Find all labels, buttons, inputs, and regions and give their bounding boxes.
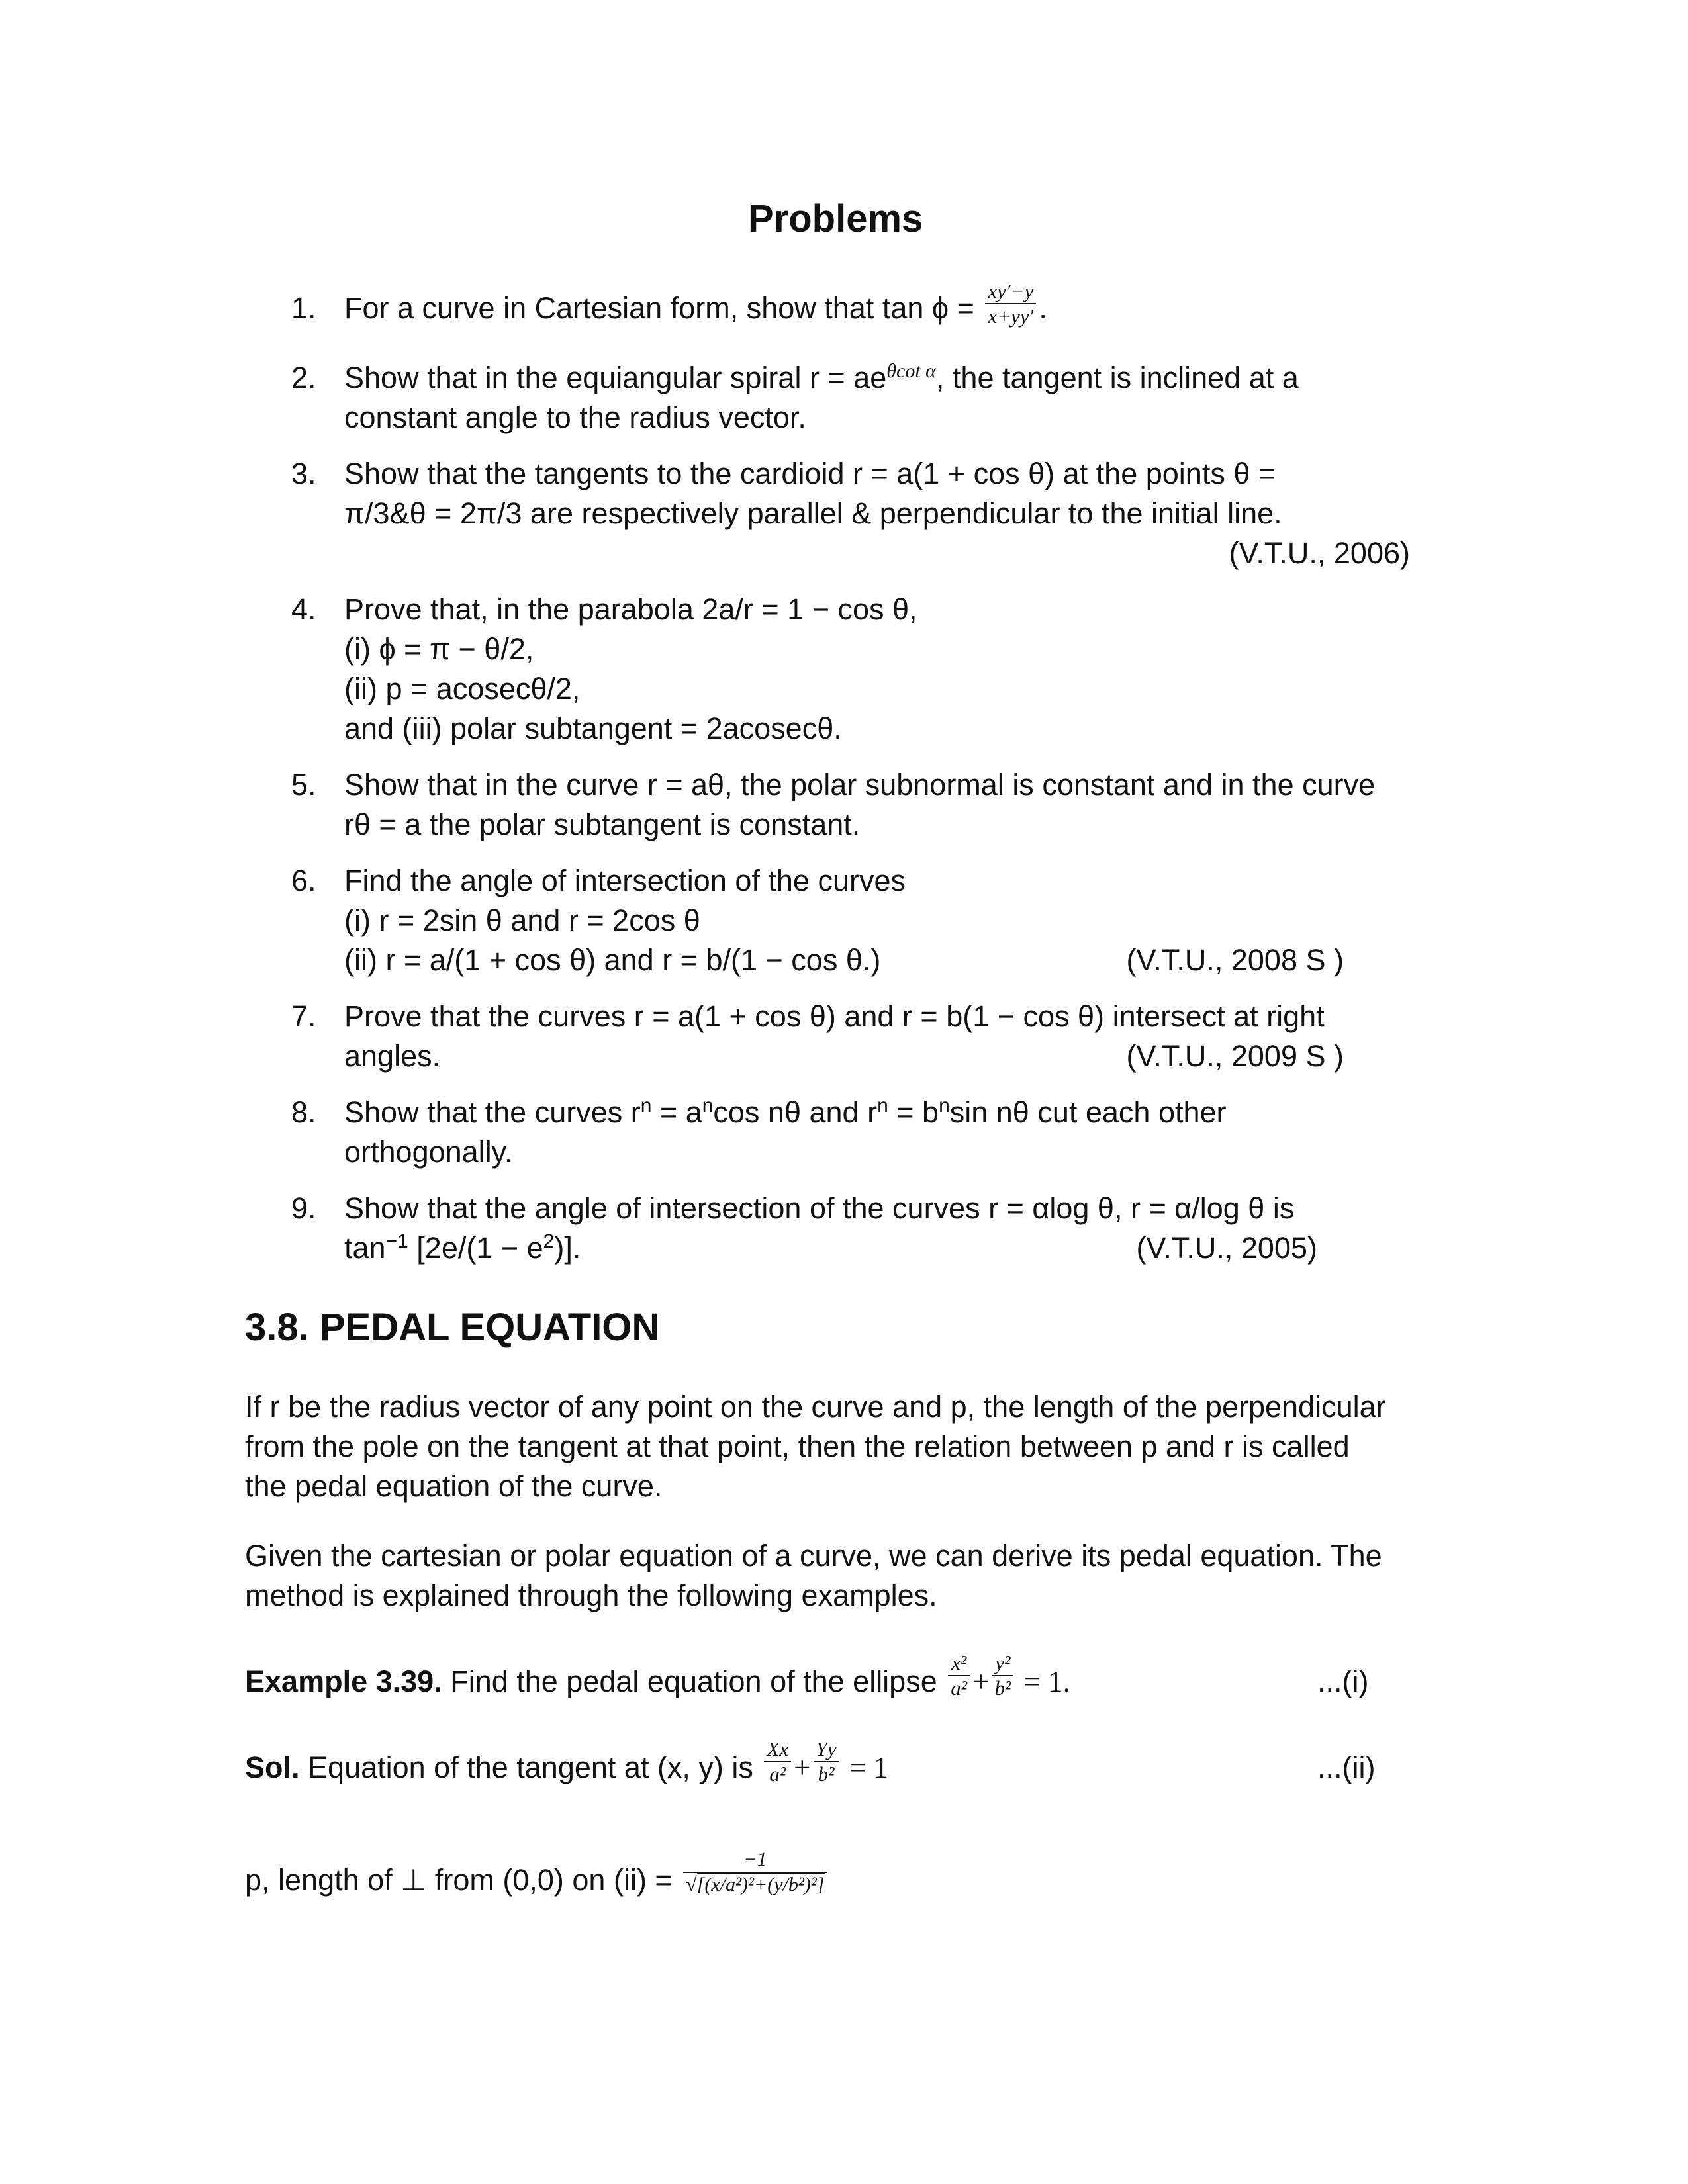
problem-6-line2: (i) r = 2sin θ and r = 2cos θ: [344, 903, 700, 937]
problem-2-line2: constant angle to the radius vector.: [344, 400, 806, 434]
fraction: $\frac{\text{x²}}{\text{a²}}$: [948, 1651, 970, 1700]
problem-8-line2: orthogonally.: [344, 1135, 513, 1169]
page-title: Problems: [748, 197, 923, 240]
problem-number: 2.: [291, 361, 316, 394]
fraction: $\frac{xy'-y}{x+yy'}$: [985, 279, 1036, 328]
problem-1-text: For a curve in Cartesian form, show that tan ϕ = $\frac{xy'-y}{x+yy'}$ .: [344, 279, 1047, 328]
reference: (V.T.U., 2008 S ): [1126, 943, 1344, 977]
problem-3-line2: π/3&θ = 2π/3 are respectively parallel & perpendicular to the initial line.: [344, 496, 1282, 530]
equation-tag: ...(i): [1317, 1664, 1369, 1698]
problem-4-line3: (ii) p = acosecθ/2,: [344, 672, 581, 705]
fraction: $\frac{-1}{\text{√[(x/a²)²+(y/b²)²]}}$: [683, 1848, 827, 1897]
fraction: $\frac{\text{y²}}{\text{b²}}$: [992, 1651, 1013, 1700]
problem-number: 4.: [291, 592, 316, 626]
problem-number: 3.: [291, 457, 316, 490]
problem-7-line2: angles.: [344, 1039, 441, 1073]
problem-9-line1: Show that the angle of intersection of the curves r = αlog θ, r = α/log θ is: [344, 1191, 1295, 1225]
solution-line: Sol. Equation of the tangent at (x, y) is $\frac{Xx}{\text{a²}}$ + $\frac{Yy}{\text{b²}}$ = 1: [245, 1737, 888, 1786]
problem-number: 9.: [291, 1191, 316, 1225]
section-heading: 3.8. PEDAL EQUATION: [245, 1306, 660, 1349]
problem-4-line2: (i) ϕ = π − θ/2,: [344, 632, 534, 666]
problem-number: 1.: [291, 291, 316, 325]
problem-7-line1: Prove that the curves r = a(1 + cos θ) and r = b(1 − cos θ) intersect at right: [344, 999, 1325, 1033]
problem-9-line2: $\tan^{-1} [2e/(1 - e^2)]$.: [344, 1230, 581, 1265]
fraction: $\frac{Xx}{\text{a²}}$: [764, 1737, 791, 1786]
problem-5-line1: Show that in the curve r = aθ, the polar subnormal is constant and in the curve: [344, 768, 1376, 801]
example-label: Example 3.39.: [245, 1664, 442, 1698]
paragraph-line: method is explained through the following examples.: [245, 1578, 937, 1612]
perpendicular-line: p, length of ⊥ from (0,0) on (ii) = $\frac{-1}{\text{√[(x/a²)²+(y/b²)²]}}$: [245, 1860, 830, 1901]
problem-number: 7.: [291, 999, 316, 1033]
problem-8-line1: Show that the curves $r^n = a^n\cos$ nθ and $r^n = b^n\sin$ nθ cut each other: [344, 1095, 1227, 1129]
fraction: $\frac{Yy}{\text{b²}}$: [814, 1737, 839, 1786]
problem-6-line3: (ii) r = a/(1 + cos θ) and r = b/(1 − cos θ.): [344, 943, 881, 977]
problem-3-line1: Show that the tangents to the cardioid r = a(1 + cos θ) at the points θ =: [344, 457, 1276, 490]
paragraph-line: the pedal equation of the curve.: [245, 1469, 663, 1503]
problem-number: 6.: [291, 864, 316, 897]
solution-label: Sol.: [245, 1751, 300, 1784]
paragraph-line: If r be the radius vector of any point on the curve and p, the length of the perpendicular: [245, 1390, 1386, 1424]
reference: (V.T.U., 2006): [1229, 536, 1410, 570]
problem-number: 8.: [291, 1095, 316, 1129]
reference: (V.T.U., 2009 S ): [1126, 1039, 1344, 1073]
example-line: Example 3.39. Find the pedal equation of the ellipse $\frac{\text{x²}}{\text{a²}}$ + $\frac{\text{y²}}{\text{b²}}$ = 1.: [245, 1651, 1070, 1700]
paragraph-line: from the pole on the tangent at that point, then the relation between p and r is called: [245, 1430, 1350, 1463]
problem-4-line4: and (iii) polar subtangent = 2acosecθ.: [344, 711, 842, 745]
problem-4-line1: Prove that, in the parabola 2a/r = 1 − cos θ,: [344, 592, 917, 626]
equation-tag: ...(ii): [1317, 1751, 1376, 1784]
reference: (V.T.U., 2005): [1136, 1231, 1317, 1265]
paragraph-line: Given the cartesian or polar equation of a curve, we can derive its pedal equation. The: [245, 1539, 1382, 1572]
problem-5-line2: rθ = a the polar subtangent is constant.: [344, 807, 861, 841]
problem-6-line1: Find the angle of intersection of the curves: [344, 864, 906, 897]
problem-2-text: Show that in the equiangular spiral $r = ae^{\theta cot \alpha}$, the tangent is inclined at a: [344, 360, 1299, 394]
problem-number: 5.: [291, 768, 316, 801]
